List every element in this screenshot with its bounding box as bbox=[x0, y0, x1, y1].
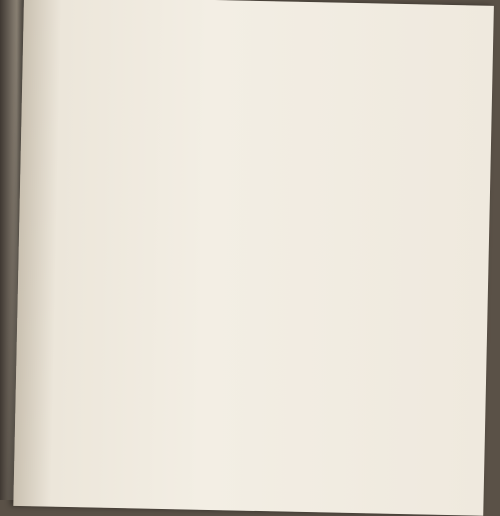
chapter-heading bbox=[46, 8, 486, 17]
commentary-body bbox=[46, 8, 486, 17]
top-continuation-text bbox=[46, 0, 486, 6]
page-content bbox=[46, 0, 486, 18]
book-page bbox=[13, 0, 494, 516]
